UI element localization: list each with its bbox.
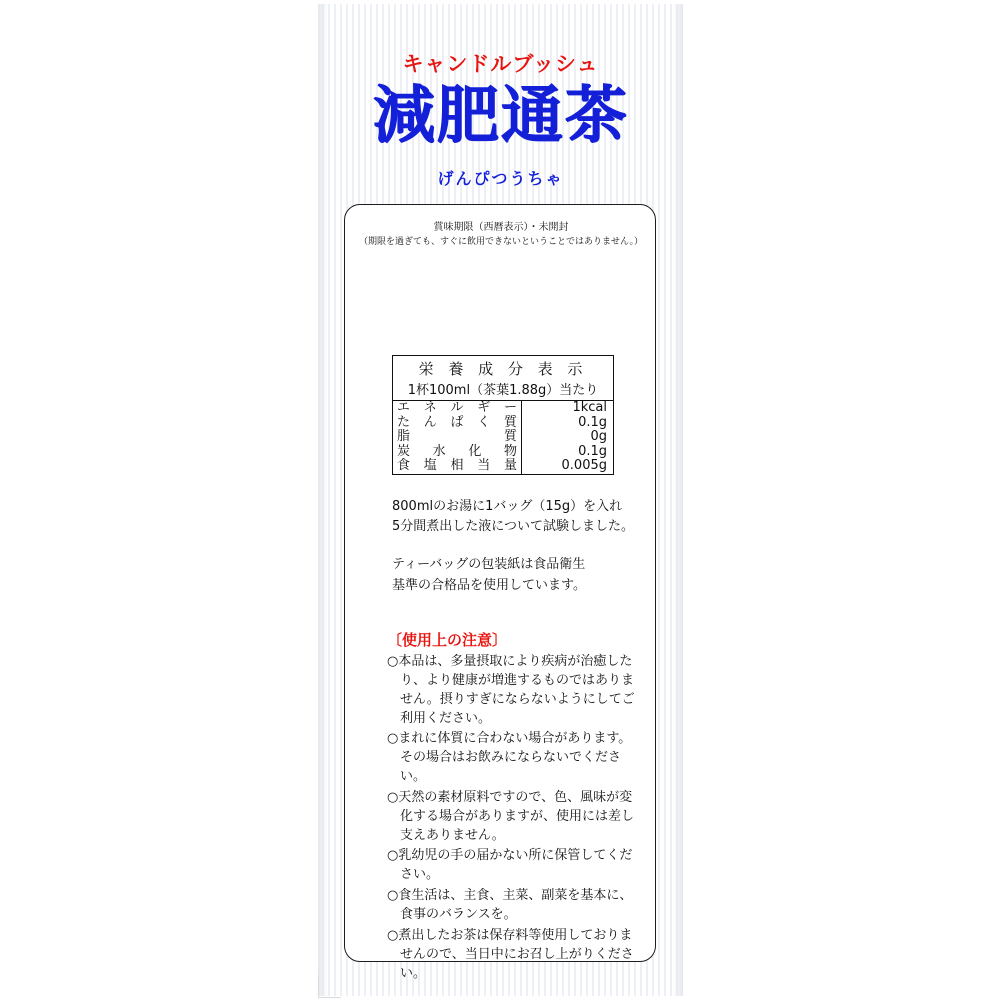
caution-list: [387, 653, 639, 985]
nutrition-value-carbs: 0.1g: [578, 443, 607, 459]
list-item: ○乳幼児の手の届かない所に保管してください。: [387, 848, 633, 883]
list-item: ○本品は、多量摂取により疾病が治癒したり、より健康が増進するものではありません。摂りすぎにならないようにしてご利用ください。: [387, 654, 635, 726]
list-item: ○天然の素材原料ですので、色、風味が変化する場合がありますが、使用には差し支えありません。: [387, 789, 635, 843]
teabag-paper-note-line2: 基準の合格品を使用しています。: [392, 577, 586, 593]
nutrition-label-protein: たんぱく質: [393, 416, 522, 431]
nutrition-basis: 1杯100ml（茶葉1.88g）当たり: [393, 379, 613, 401]
table-row: [393, 430, 613, 445]
nutrition-test-note-line1: 800mlのお湯に1バッグ（15g）を入れ: [392, 499, 623, 514]
crop-mark: [318, 975, 341, 998]
teabag-paper-note-line1: ティーバッグの包装紙は食品衛生: [392, 557, 586, 572]
nutrition-value-salt: 0.005g: [561, 458, 607, 474]
product-title: 減肥通茶: [372, 78, 629, 151]
nutrition-test-note: [392, 497, 635, 536]
table-row: [393, 445, 613, 460]
list-item: ○食生活は、主食、主菜、副菜を基本に、食事のバランスを。: [387, 888, 633, 922]
nutrition-test-note-line2: 5分間煮出した液について試験しました。: [392, 518, 635, 534]
table-row: [393, 459, 613, 474]
best-before-notice: [345, 221, 657, 249]
information-card: [344, 204, 656, 981]
table-row: [393, 416, 613, 431]
nutrition-label-fat: 脂質: [393, 430, 522, 445]
brand-name: キャンドルブッシュ: [402, 52, 599, 76]
nutrition-label-carbs: 炭水化物: [393, 445, 522, 460]
list-item: ○煮出したお茶は保存料等使用しておりませんので、当日中にお召し上がりください。: [387, 927, 634, 981]
caution-heading: 〔使用上の注意〕: [387, 631, 508, 649]
best-before-line1: 賞味期限（西暦表示）・未開封: [433, 222, 569, 233]
package-panel: [318, 4, 683, 996]
table-row: [393, 401, 613, 416]
nutrition-rows: [393, 401, 613, 474]
nutrition-value-fat: 0g: [590, 429, 607, 445]
nutrition-title: 栄 養 成 分 表 示: [418, 360, 588, 378]
best-before-line2: （期限を過ぎても、すぐに飲用できないということではありません。）: [358, 236, 644, 247]
list-item: ○まれに体質に合わない場合があります。その場合はお飲みにならないでください。: [387, 731, 632, 785]
nutrition-value-energy: 1kcal: [572, 400, 607, 415]
nutrition-facts-table: [392, 355, 614, 475]
product-title-reading: げんぴつうちゃ: [437, 169, 564, 188]
nutrition-label-energy: エネルギー: [393, 401, 522, 416]
nutrition-value-protein: 0.1g: [578, 414, 607, 430]
nutrition-label-salt: 食塩相当量: [393, 459, 522, 474]
teabag-paper-note: [392, 555, 632, 597]
